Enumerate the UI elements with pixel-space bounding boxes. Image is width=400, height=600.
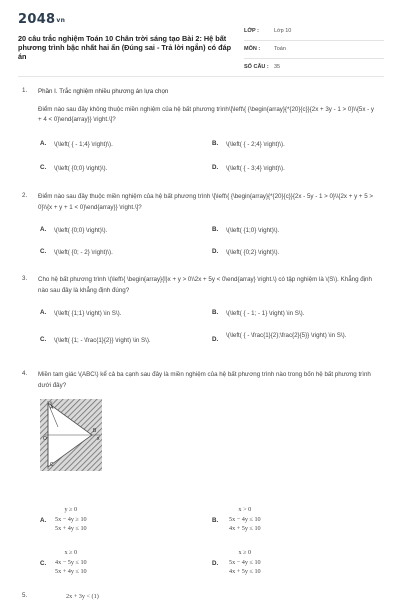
label-point-b: B bbox=[93, 428, 97, 434]
question-number: 3. bbox=[22, 275, 28, 282]
question-text: Cho hệ bất phương trình \(\left\{ \begin{array}{l}x + y > 0\\2x + 5y < 0\end{array} \right.\) có tập nghiệm là \(S\). Khẳng định nào sau đây là khẳng định đúng? bbox=[38, 276, 372, 294]
site-logo[interactable]: 2048vn bbox=[18, 12, 66, 27]
question-number: 4. bbox=[22, 370, 28, 377]
question-4-option-b-system: x > 0 5x − 4y ≤ 10 4x + 5y ≤ 10 bbox=[229, 506, 261, 532]
question-number: 1. bbox=[22, 87, 28, 94]
meta-row-subject: MÔN : Toán bbox=[244, 44, 384, 59]
question-text: Điểm nào sau đây thuộc miền nghiệm của hệ bất phương trình \[\left\{ {\begin{array}{*{20}{c}}{2x - 5y - 1 > 0}\\{2x + y + 5 > 0}\\{x + y + 1 < 0}\end{array}} \right.\]? bbox=[38, 193, 373, 211]
question-text: Miền tam giác \(ABC\) kể cả ba cạnh sau đây là miền nghiệm của hệ bất phương trình nào trong bốn hệ bất phương trình dưới đây? bbox=[38, 371, 371, 389]
meta-row-count: SỐ CÂU : 35 bbox=[244, 62, 384, 77]
question-text: Điểm nào sau đây không thuộc miền nghiệm của hệ bất phương trình\[\left\{ {\begin{array}{*{20}{c}}{2x + 3y - 1 > 0}\\{5x - y + 4 < 0}\end{array}} \right.\]? bbox=[38, 105, 375, 123]
label-point-a: A bbox=[50, 405, 54, 411]
section-heading: Phần I. Trắc nghiệm nhiều phương án lựa chọn bbox=[38, 88, 169, 95]
question-number: 2. bbox=[22, 192, 28, 199]
triangle-region-figure bbox=[40, 399, 102, 471]
meta-table bbox=[244, 26, 384, 80]
question-text-partial: 2x + 3y < (1) bbox=[66, 593, 99, 600]
label-x-axis: x bbox=[97, 436, 100, 442]
question-4-option-d-system: x ≥ 0 5x − 4y ≤ 10 4x + 5y ≤ 10 bbox=[229, 549, 261, 575]
label-origin: O bbox=[43, 436, 47, 442]
coordinate-plane-graphic bbox=[40, 399, 102, 471]
label-y-axis: y bbox=[50, 400, 53, 405]
question-4-option-a-system: y ≥ 0 5x − 4y ≥ 10 5x + 4y ≤ 10 bbox=[55, 506, 87, 532]
logo-suffix: vn bbox=[56, 17, 66, 24]
header-divider bbox=[18, 76, 384, 77]
header bbox=[18, 12, 384, 70]
document-title: 20 câu trắc nghiệm Toán 10 Chân trời sáng tạo Bài 2: Hệ bất phương trình bậc nhất hai ẩn (Đúng sai - Trả lời ngắn) có đáp án bbox=[18, 34, 232, 61]
document-page: 2048vn 20 câu trắc nghiệm Toán 10 Chân trời sáng tạo Bài 2: Hệ bất phương trình bậc nhất hai ẩn (Đúng sai - Trả lời ngắn) có đáp án LỚP : Lớp 10 MÔN : Toán SỐ CÂU : 35 1. Phần I. Trắc nghiệm nhiều phương án lựa chọn Điểm nào sau đây không thuộc miền nghiệm của hệ bất phương trình\[\left\{ {\begin{array}{*{20}{c}}{2x + 3y - 1 > 0}\\{5x - y + 4 < 0}\end{array}} \right.\]? A. \(\left( { - 1;4} \right)\). B. \(\left( { - 2;4} \right)\). C. \(\left( {0;0} \right)\). D. \(\left( { - 3;4} \right)\). 2. Điểm nào sau đây thuộc miền nghiệm của hệ bất phương trình \[\left\{ {\begin{array}{*{20}{c}}{2x - 5y - 1 > 0}\\{2x + y + 5 > 0}\\{x + y + 1 < 0}\end{array}} \right.\]? A. \(\left( {0;0} \right)\). B. \(\left( {1;0} \right)\). C. \(\left( {0; - 2} \right)\). D. \(\left( {0;2} \right)\). 3. Cho hệ bất phương trình \(\left\{ \begin{array}{l}x + y > 0\\2x + 5y < 0\end{array} \right.\) có tập nghiệm là \(S\). Khẳng định nào sau đây là khẳng định đúng? A. \(\left( {1;1} \right) \in S\). B. \(\left( { - 1; - 1} \right) \in S\). C. \(\left( {1; - \frac{1}{2}} \right) \in S\). D. \(\left( { - \frac{1}{2};\frac{2}{5}} \right) \in S\). 4. Miền tam giác \(ABC\) kể cả ba cạnh sau đây là miền nghiệm của hệ bất phương trình nào trong bốn hệ bất phương trình dưới đây? A B C O x y A. y ≥ 0 5x − 4y ≥ 10 5x + 4y ≤ 10 B. x > 0 5x − 4y ≤ 10 4x + 5y ≤ 10 C. x ≥ 0 4x − 5y ≤ 10 5x + 4y ≤ 10 D. x ≥ 0 5x − 4y ≤ 10 4x + 5y ≤ 10 5. 2x + 3y < (1) bbox=[0, 0, 400, 600]
label-point-c: C bbox=[50, 462, 54, 468]
meta-row-grade: LỚP : Lớp 10 bbox=[244, 26, 384, 41]
question-4-option-c-system: x ≥ 0 4x − 5y ≤ 10 5x + 4y ≤ 10 bbox=[55, 549, 87, 575]
question-number: 5. bbox=[22, 592, 28, 599]
